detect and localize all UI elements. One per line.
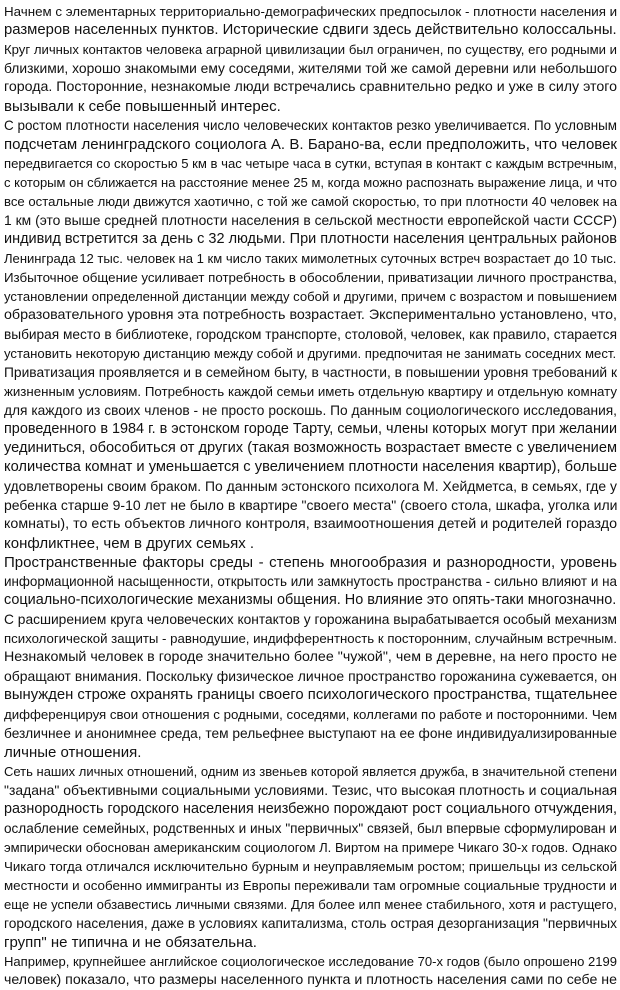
paragraph-privatization — [4, 363, 617, 553]
text-line: количества комнат и уменьшается с увеличением плотности населения квартир), больше — [4, 459, 617, 475]
text-line: установить некоторую дистанцию между собой и другими. предпочитая не занимать соседних мест. — [4, 346, 617, 361]
text-line: С расширением круга человеческих контактов у горожанина вырабатывается особый механизм — [4, 612, 617, 627]
text-line: Пространственные факторы среды - степень многообразия и разнородности, уровень — [4, 554, 617, 571]
text-line: 1 км (это выше средней плотности населения в сельской местности европейской части СССР) — [4, 212, 617, 228]
text-line: Приватизация проявляется и в семейном быту, в частности, в повышении уровня требований к — [4, 364, 617, 380]
text-line: Чикаго тогда отличался исключительно бурным и неуправляемым ростом; пришельцы из сельской — [4, 859, 617, 874]
text-line: все остальные люди движутся хаотично, с той же самой скоростью, то при плотности 40 человек на — [4, 194, 617, 209]
paragraph-psychological-defense — [4, 610, 617, 762]
text-line: человек) показало, что размеры населенного пункта и плотность населения сами по себе не — [4, 972, 617, 988]
text-line: Круг личных контактов человека аграрной цивилизации был ограничен, по существу, его родными и — [4, 42, 617, 57]
paragraph-population-density — [4, 116, 617, 268]
text-line: выбирая место в библиотеке, городском транспорте, столовой, человек, как правило, старается — [4, 327, 617, 342]
text-line: Сеть наших личных отношений, одним из звеньев которой является дружба, в значительной степени — [4, 764, 617, 779]
text-line: передвигается со скоростью 5 км в час четыре часа в сутки, вступая в контакт с каждым встречным, — [4, 156, 618, 171]
text-line: Ленинграда 12 тыс. человек на 1 км число таких мимолетных суточных встреч возрастает до 10 тыс. — [4, 251, 617, 266]
text-line: жизненным условиям. Потребность каждой семьи иметь отдельную квартиру и отдельную комнату — [4, 384, 617, 399]
text-line: комнаты), то есть объектов личного контроля, взаимоотношения детей и родителей гораздо — [4, 516, 617, 532]
text-line: информационной насыщенности, открытость или замкнутость пространства - сильно влияют и на — [4, 574, 617, 589]
text-line: образовательного уровня эта потребность возрастает. Экспериментально установлено, что, — [4, 307, 617, 323]
text-line: Избыточное общение усиливает потребность в обособлении, приватизации личного пространства, — [4, 270, 617, 285]
text-line: размеров населенных пунктов. Исторические сдвиги здесь действительно колоссальны. — [4, 22, 617, 38]
text-line: конфликтнее, чем в других семьях . — [4, 535, 255, 552]
text-line: Начнем с элементарных территориально-демографических предпосылок - плотности населения и — [4, 4, 618, 19]
paragraph-personal-relations — [4, 762, 617, 952]
document-page — [4, 2, 618, 988]
text-line: Незнакомый человек в городе значительно более "чужой", чем в деревне, на него просто не — [4, 649, 617, 665]
text-line: социально-психологические механизмы общения. Но влияние это опять-таки многозначно. — [4, 592, 617, 608]
paragraph-english-study — [4, 952, 617, 990]
text-line: с которым он сближается на расстояние менее 25 м, когда можно распознать выражение лица, и что — [4, 175, 617, 190]
text-line: вынужден строже охранять границы своего психологического пространства, тщательнее — [4, 687, 618, 703]
text-line: еще не успели обзавестись личными связями. Для более илп менее стабильного, хотя и растущего, — [4, 897, 617, 912]
text-line: личные отношения. — [4, 744, 142, 761]
paragraph-agrarian-contacts — [4, 40, 617, 116]
text-line: С ростом плотности населения число человеческих контактов резко увеличивается. По условным — [4, 118, 617, 133]
text-line: городского населения, даже в условиях капитализма, столь острая дезорганизация "первичных — [4, 916, 617, 931]
text-line: индивид встретится за день с 32 людьми. При плотности населения центральных районов — [4, 231, 617, 247]
text-line: уединиться, обособиться от других (такая возможность возрастает вместе с увеличением — [4, 440, 617, 456]
text-line: Например, крупнейшее английское социологическое исследование 70-х годов (было опрошено 2199 — [4, 954, 617, 969]
text-line: вызывали к себе повышенный интерес. — [4, 98, 281, 115]
text-line: разнородность городского населения неизбежно порождают рост социального отчуждения, — [4, 801, 617, 817]
paragraph-excessive-communication — [4, 268, 617, 363]
text-line: эмпирически обоснован американским социологом Л. Виртом на примере Чикаго 30-х годов. Однако — [4, 840, 617, 855]
text-line: психологической защиты - равнодушие, индифферентность к посторонним, случайным встречным. — [4, 631, 617, 646]
text-line: города. Посторонние, незнакомые люди встречались сравнительно редко и уже в силу этого — [4, 79, 617, 95]
text-line: проведенного в 1984 г. в эстонском городе Тарту, семьи, члены которых могут при желании — [4, 421, 617, 437]
text-line: ослабление семейных, родственных и иных "первичных" связей, был впервые сформулирован и — [4, 821, 617, 836]
paragraph-spatial-factors — [4, 553, 617, 610]
text-line: групп" не типична и не обязательна. — [4, 934, 257, 951]
text-line: подсчетам ленинградского социолога А. В. Барано-ва, если предположить, что человек — [4, 136, 617, 153]
text-line: дифференцируя свои отношения с родными, соседями, коллегами по работе и посторонними. Чем — [4, 707, 618, 722]
text-line: "задана" объективными социальными условиями. Тезис, что высокая плотность и социальная — [4, 782, 617, 798]
text-line: ребенка старше 9-10 лет не было в квартире "своего места" (своего стола, шкафа, уголка или — [4, 497, 618, 513]
text-line: близкими, хорошо знакомыми ему соседями, жителями той же самой деревни или небольшого — [4, 60, 617, 76]
text-line: обращают внимания. Поскольку физическое личное пространство горожанина сужевается, он — [4, 668, 617, 684]
paragraph-intro — [4, 2, 617, 40]
text-line: безличнее и анонимнее среда, тем рельефнее выступают на ее фоне индивидуализированные — [4, 726, 617, 741]
text-line: местности и особенно иммигранты из Европы переживали там огромные социальные трудности и — [4, 878, 617, 893]
text-line: установлении определенной дистанции между собой и другими, причем с возрастом и повышением — [4, 289, 617, 304]
text-line: удовлетворены своим браком. По данным эстонского психолога М. Хейдметса, в семьях, где у — [4, 478, 617, 494]
text-line: для каждого из своих членов - не просто роскошь. По данным социологического исследования, — [4, 403, 617, 418]
